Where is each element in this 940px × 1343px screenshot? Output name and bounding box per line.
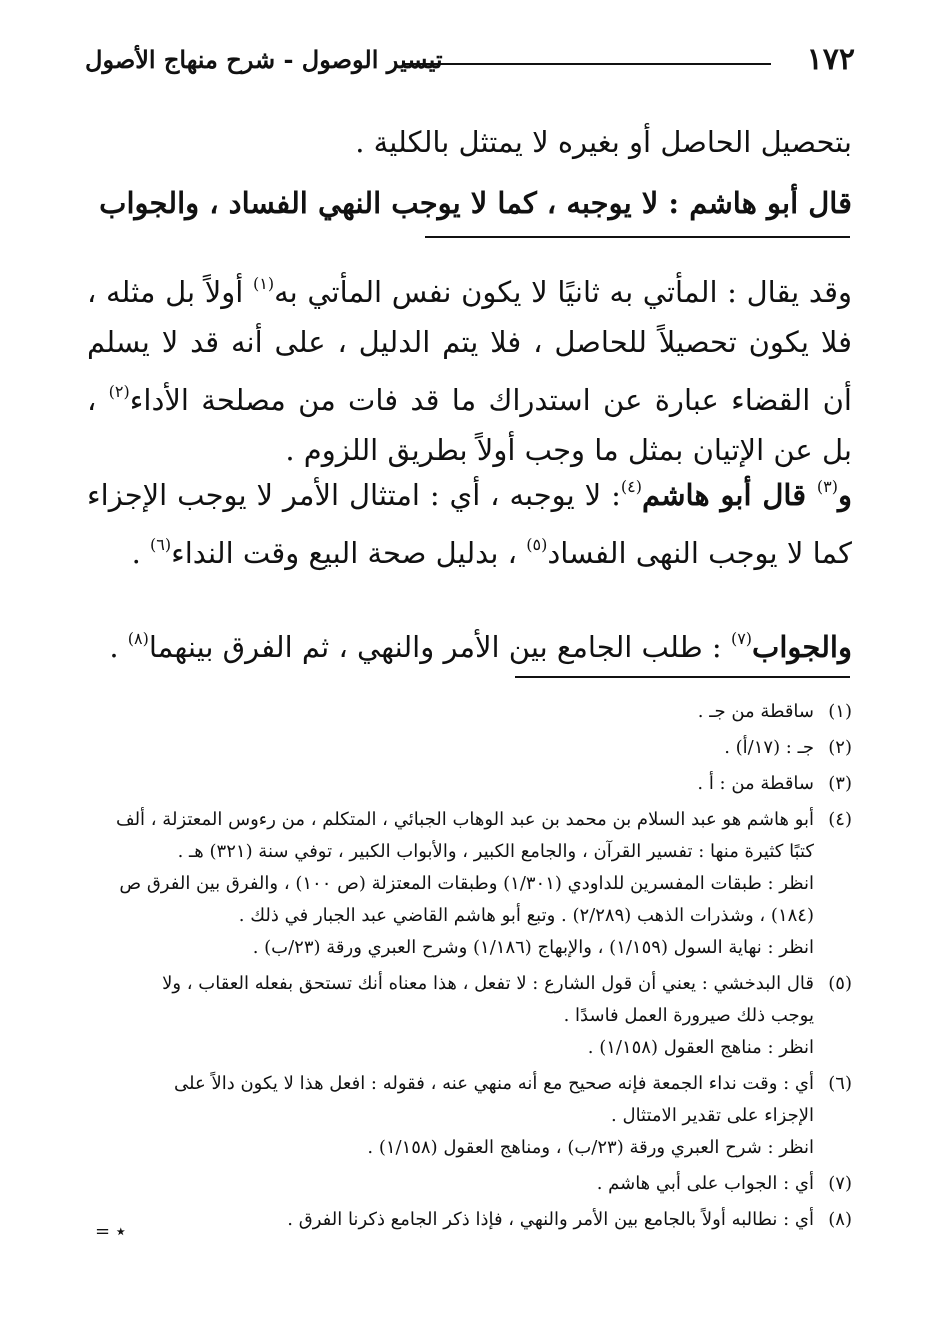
footnote-number: (٥) [828, 973, 852, 994]
continuation-mark: = ٭ [95, 1221, 126, 1242]
footnote-ref-5[interactable]: (٥) [526, 535, 548, 554]
commentary-paragraph-2 [87, 462, 852, 578]
footnote-2 [87, 732, 852, 764]
footnote-line: انظر : نهاية السول (١/١٥٩) ، والإبهاج (١/١٨٦) وشرح العبري ورقة (٢٣/ب) . [252, 937, 814, 958]
footnote-line: انظر : طبقات المفسرين للداودي (١/٣٠١) وطبقات المعتزلة (ص ١٠٠) ، والفرق بين الفرق ص [119, 873, 814, 894]
footnote-text: ساقطة من : أ . [697, 773, 814, 794]
footnote-7 [87, 1168, 852, 1200]
page-header [85, 40, 855, 80]
matn-quote-1 [87, 178, 852, 228]
footnote-8 [87, 1204, 852, 1236]
footnote-number: (٢) [828, 737, 852, 758]
footnote-text [87, 968, 814, 1064]
para2-text-b: ، بدليل صحة البيع وقت النداء [171, 536, 527, 570]
para2-text-a: : لا يوجبه ، أي : امتثال الأمر لا يوجب الإجزاء كما لا يوجب النهى الفساد [87, 478, 852, 570]
footnote-ref-4[interactable]: (٤) [620, 477, 642, 496]
footnote-ref-6[interactable]: (٦) [150, 535, 172, 554]
footnote-line: انظر : مناهج العقول (١/١٥٨) . [587, 1037, 814, 1058]
continuation-text: بتحصيل الحاصل أو بغيره لا يمتثل بالكلية . [355, 125, 852, 159]
matn-quote-2 [87, 614, 852, 672]
footnote-ref-8[interactable]: (٨) [127, 629, 149, 648]
footnote-separator [515, 676, 850, 678]
footnote-number: (٧) [828, 1173, 852, 1194]
footnote-ref-1[interactable]: (١) [253, 274, 275, 293]
para1-text-a: وقد يقال : المأتي به ثانيًا لا يكون نفس المأتي به [274, 275, 852, 309]
footnote-line: أي : وقت نداء الجمعة فإنه صحيح مع أنه منهي عنه ، فقوله : افعل هذا لا يكون دالاً على [174, 1073, 814, 1094]
footnote-number: (١) [828, 701, 852, 722]
page-number: ١٧٢ [806, 42, 855, 77]
footnote-number: (٨) [828, 1209, 852, 1230]
continuation-line [87, 117, 852, 167]
footnote-5 [87, 968, 852, 1064]
footnote-text [87, 1068, 814, 1164]
footnote-text: أي : نطالبه أولاً بالجامع بين الأمر والنهي ، فإذا ذكر الجامع ذكرنا الفرق . [287, 1209, 814, 1230]
footnote-number: (٤) [828, 809, 852, 830]
footnote-number: (٦) [828, 1073, 852, 1094]
footnote-ref-3[interactable]: (٣) [816, 477, 838, 496]
footnote-line: يوجب ذلك صيرورة العمل فاسدًا . [563, 1005, 814, 1026]
para1-text-c: ، بل عن الإتيان بمثل ما وجب أولاً بطريق اللزوم . [87, 383, 852, 467]
para2-bold: قال أبو هاشم [641, 478, 817, 512]
footnote-3 [87, 768, 852, 800]
footnotes [87, 696, 852, 1240]
header-rule [403, 63, 771, 65]
matn2-text: : طلب الجامع بين الأمر والنهي ، ثم الفرق بينهما [148, 630, 731, 664]
footnote-text [87, 804, 814, 964]
footnote-4 [87, 804, 852, 964]
footnote-line: الإجزاء على تقدير الامتثال . [611, 1105, 814, 1126]
matn2-bold: والجواب [752, 630, 852, 664]
para1-text-b: أولاً بل مثله ، فلا يكون تحصيلاً للحاصل ، فلا يتم الدليل ، على أنه قد لا يسلم أن القضاء عبارة عن استدراك ما قد فات من مصلحة الأداء [87, 275, 852, 417]
commentary-paragraph-1 [87, 259, 852, 475]
matn2-end: . [109, 630, 128, 664]
footnote-1 [87, 696, 852, 728]
footnote-number: (٣) [828, 773, 852, 794]
matn-quote-1-text: قال أبو هاشم : لا يوجبه ، كما لا يوجب النهي الفساد ، والجواب [99, 186, 852, 220]
footnote-line: (١٨٤) ، وشذرات الذهب (٢/٢٨٩) . وتبع أبو هاشم القاضي عبد الجبار في ذلك . [238, 905, 814, 926]
footnote-text: ساقطة من جـ . [697, 701, 814, 722]
footnote-ref-2[interactable]: (٢) [108, 382, 130, 401]
running-title: تيسير الوصول - شرح منهاج الأصول [85, 45, 443, 74]
matn-rule-1 [425, 236, 850, 238]
footnote-line: كتبًا كثيرة منها : تفسير القرآن ، والجامع الكبير ، والأبواب الكبير ، توفي سنة (٣٢١) هـ . [177, 841, 814, 862]
footnote-ref-7[interactable]: (٧) [730, 629, 753, 648]
footnote-6 [87, 1068, 852, 1164]
para2-text-c: . [131, 536, 151, 570]
footnote-line: انظر : شرح العبري ورقة (٢٣/ب) ، ومناهج العقول (١/١٥٨) . [367, 1137, 814, 1158]
footnote-line: أبو هاشم هو عبد السلام بن محمد بن عبد الوهاب الجبائي ، المتكلم ، من رءوس المعتزلة ، ألف [115, 809, 814, 830]
footnote-text: جـ : (١٧/أ) . [724, 737, 814, 758]
para2-prefix: و [837, 478, 852, 512]
footnote-text: أي : الجواب على أبي هاشم . [596, 1173, 814, 1194]
footnote-line: قال البدخشي : يعني أن قول الشارع : لا تفعل ، هذا معناه أنك تستحق بفعله العقاب ، ولا [162, 973, 814, 994]
